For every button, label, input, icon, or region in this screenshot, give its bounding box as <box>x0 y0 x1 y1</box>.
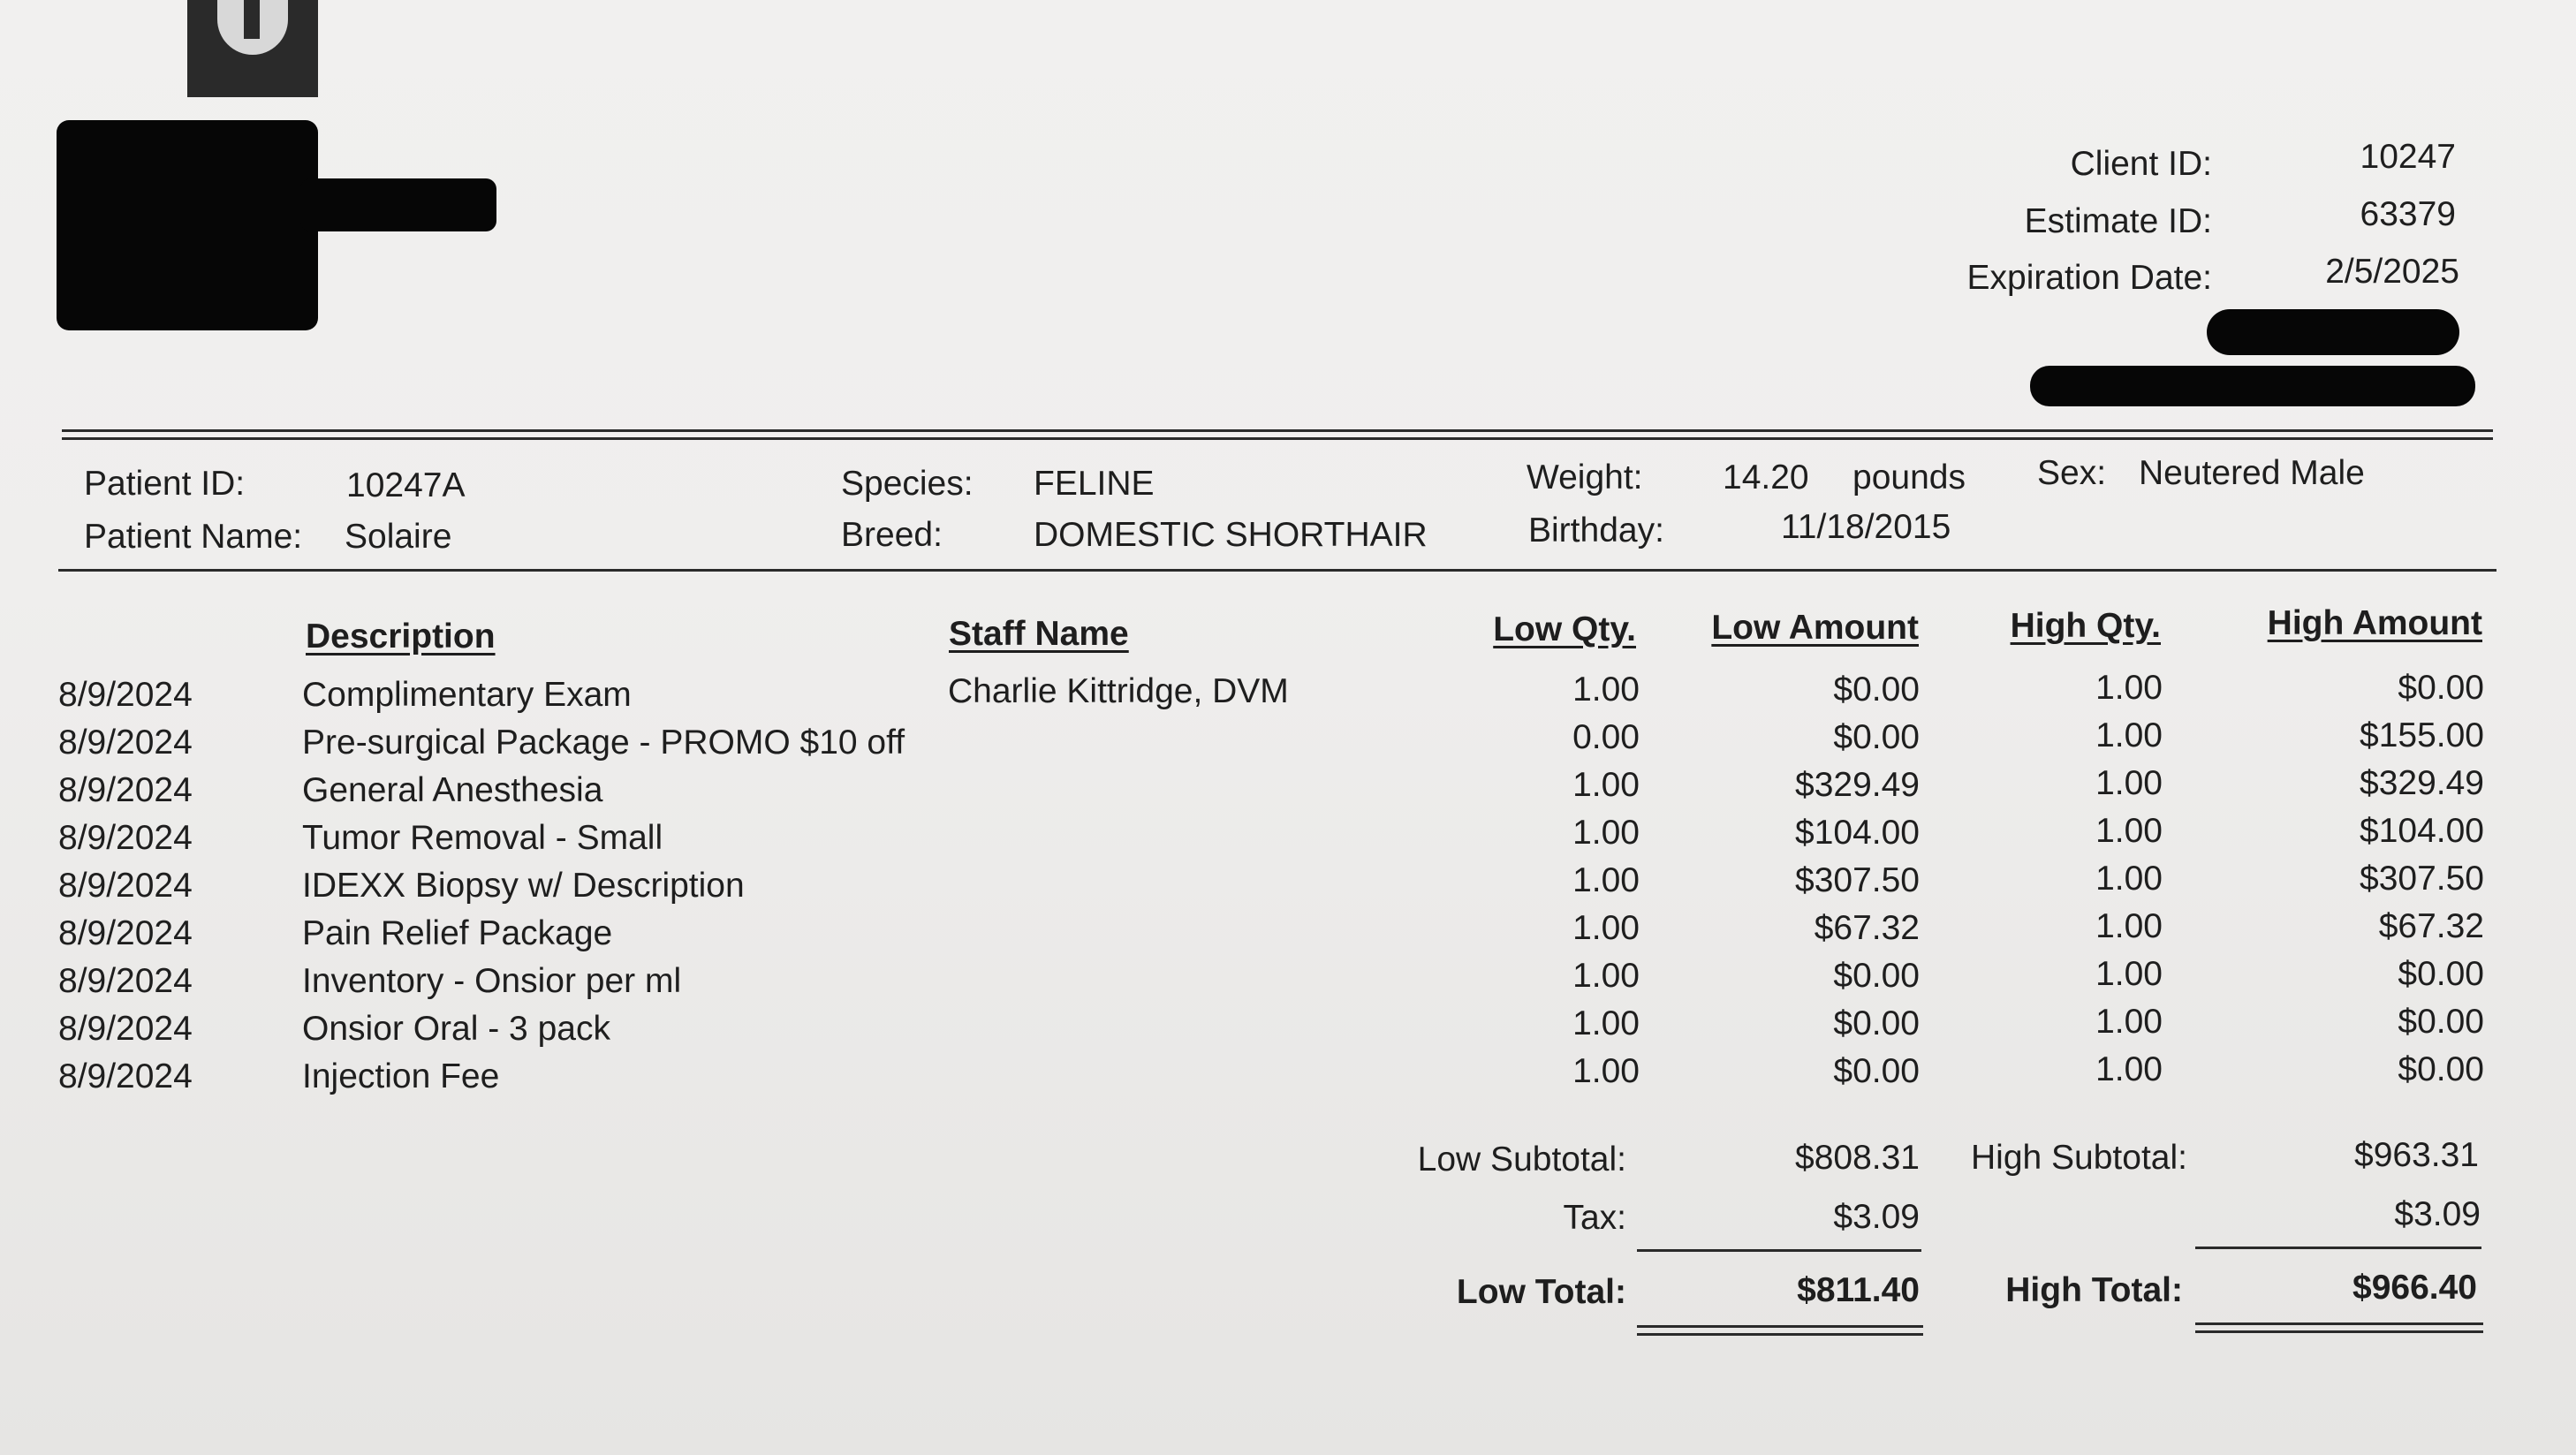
row-low-amount: $307.50 <box>1795 861 1920 899</box>
high-subtotal-label: High Subtotal: <box>1971 1139 2187 1177</box>
row-high-amount: $155.00 <box>2360 716 2484 754</box>
row-low-qty: 1.00 <box>1572 1052 1640 1090</box>
species-value: FELINE <box>1034 465 1155 503</box>
weight-label: Weight: <box>1527 458 1643 496</box>
expiration-date-label: Expiration Date: <box>1966 259 2212 297</box>
row-low-qty: 1.00 <box>1572 957 1640 995</box>
row-description: Onsior Oral - 3 pack <box>302 1010 610 1048</box>
row-low-qty: 1.00 <box>1572 1004 1640 1042</box>
row-date: 8/9/2024 <box>58 914 193 952</box>
table-row <box>0 907 2576 961</box>
row-description: Pre-surgical Package - PROMO $10 off <box>302 724 905 762</box>
row-high-qty: 1.00 <box>2095 764 2163 802</box>
row-description: IDEXX Biopsy w/ Description <box>302 867 745 905</box>
species-label: Species: <box>841 465 974 503</box>
row-date: 8/9/2024 <box>58 771 193 809</box>
row-low-amount: $104.00 <box>1795 814 1920 852</box>
patient-id-label: Patient ID: <box>84 465 246 503</box>
row-date: 8/9/2024 <box>58 724 193 762</box>
row-low-qty: 1.00 <box>1572 814 1640 852</box>
client-id-value: 10247 <box>2360 138 2456 176</box>
row-high-qty: 1.00 <box>2095 716 2163 754</box>
low-subtotal-label: Low Subtotal: <box>1417 1141 1626 1178</box>
birthday-value: 11/18/2015 <box>1781 508 1951 546</box>
row-date: 8/9/2024 <box>58 676 193 714</box>
estimate-id-label: Estimate ID: <box>2024 202 2212 240</box>
column-header-high-amount: High Amount <box>2267 604 2482 642</box>
estimate-id-value: 63379 <box>2360 195 2456 233</box>
table-row <box>0 955 2576 1009</box>
patient-id-value: 10247A <box>346 466 466 504</box>
row-high-qty: 1.00 <box>2095 955 2163 993</box>
row-low-amount: $0.00 <box>1833 718 1920 756</box>
row-high-amount: $67.32 <box>2378 907 2484 945</box>
client-id-label: Client ID: <box>2070 145 2212 183</box>
table-row <box>0 1003 2576 1057</box>
column-header-low-amount: Low Amount <box>1711 609 1919 647</box>
row-high-amount: $0.00 <box>2398 1003 2484 1041</box>
row-high-amount: $0.00 <box>2398 955 2484 993</box>
table-row <box>0 1050 2576 1104</box>
row-low-qty: 1.00 <box>1572 671 1640 709</box>
table-row <box>0 812 2576 866</box>
weight-value: 14.20 <box>1723 458 1809 496</box>
row-low-amount: $0.00 <box>1833 1004 1920 1042</box>
low-tax-value: $3.09 <box>1833 1198 1920 1236</box>
column-header-low-qty: Low Qty. <box>1493 610 1636 648</box>
row-high-qty: 1.00 <box>2095 907 2163 945</box>
high-tax-value: $3.09 <box>2394 1195 2481 1233</box>
redacted-clinic-address <box>57 120 318 330</box>
row-high-amount: $0.00 <box>2398 1050 2484 1088</box>
high-total-double-rule <box>2195 1322 2483 1333</box>
low-subtotal-value: $808.31 <box>1795 1139 1920 1177</box>
redacted-client-name <box>2207 309 2459 355</box>
row-low-amount: $0.00 <box>1833 957 1920 995</box>
row-description: General Anesthesia <box>302 771 603 809</box>
row-high-amount: $104.00 <box>2360 812 2484 850</box>
column-header-description: Description <box>306 618 496 656</box>
row-low-qty: 1.00 <box>1572 909 1640 947</box>
high-subtotal-value: $963.31 <box>2354 1136 2479 1174</box>
row-high-amount: $329.49 <box>2360 764 2484 802</box>
logo-emblem <box>217 0 288 55</box>
table-row <box>0 669 2576 723</box>
row-date: 8/9/2024 <box>58 1010 193 1048</box>
row-high-qty: 1.00 <box>2095 812 2163 850</box>
row-high-amount: $0.00 <box>2398 669 2484 707</box>
row-low-amount: $0.00 <box>1833 671 1920 709</box>
row-low-qty: 0.00 <box>1572 718 1640 756</box>
row-date: 8/9/2024 <box>58 867 193 905</box>
weight-unit: pounds <box>1852 458 1966 496</box>
row-description: Complimentary Exam <box>302 676 632 714</box>
table-row <box>0 716 2576 770</box>
row-low-qty: 1.00 <box>1572 766 1640 804</box>
row-description: Injection Fee <box>302 1057 500 1095</box>
high-total-value: $966.40 <box>2352 1269 2477 1307</box>
sex-value: Neutered Male <box>2139 454 2365 492</box>
patient-name-label: Patient Name: <box>84 518 303 556</box>
column-header-high-qty: High Qty. <box>2010 607 2161 645</box>
low-tax-label: Tax: <box>1563 1199 1626 1237</box>
row-description: Pain Relief Package <box>302 914 613 952</box>
row-high-qty: 1.00 <box>2095 1050 2163 1088</box>
clinic-logo <box>187 0 318 97</box>
sex-label: Sex: <box>2037 454 2107 492</box>
row-description: Inventory - Onsior per ml <box>302 962 682 1000</box>
patient-band-bottom-rule <box>58 569 2496 572</box>
row-date: 8/9/2024 <box>58 962 193 1000</box>
birthday-label: Birthday: <box>1528 512 1664 549</box>
row-high-qty: 1.00 <box>2095 669 2163 707</box>
redacted-clinic-address-2 <box>300 178 496 231</box>
redacted-client-info <box>2030 366 2475 406</box>
row-high-qty: 1.00 <box>2095 1003 2163 1041</box>
row-low-amount: $329.49 <box>1795 766 1920 804</box>
breed-label: Breed: <box>841 516 943 554</box>
patient-name-value: Solaire <box>345 518 452 556</box>
table-row <box>0 764 2576 818</box>
low-total-double-rule <box>1637 1325 1923 1336</box>
low-tax-rule <box>1637 1249 1921 1252</box>
row-staff-name: Charlie Kittridge, DVM <box>948 672 1289 710</box>
row-date: 8/9/2024 <box>58 1057 193 1095</box>
row-high-qty: 1.00 <box>2095 860 2163 898</box>
column-header-staff-name: Staff Name <box>949 615 1129 653</box>
table-row <box>0 860 2576 913</box>
high-tax-rule <box>2195 1247 2481 1249</box>
row-low-amount: $67.32 <box>1814 909 1920 947</box>
low-total-value: $811.40 <box>1797 1271 1920 1309</box>
low-total-label: Low Total: <box>1456 1273 1626 1311</box>
row-date: 8/9/2024 <box>58 819 193 857</box>
row-description: Tumor Removal - Small <box>302 819 663 857</box>
breed-value: DOMESTIC SHORTHAIR <box>1034 516 1428 554</box>
patient-band-top-rule <box>62 429 2493 440</box>
row-high-amount: $307.50 <box>2360 860 2484 898</box>
high-total-label: High Total: <box>2005 1271 2183 1309</box>
expiration-date-value: 2/5/2025 <box>2325 253 2459 291</box>
row-low-qty: 1.00 <box>1572 861 1640 899</box>
row-low-amount: $0.00 <box>1833 1052 1920 1090</box>
